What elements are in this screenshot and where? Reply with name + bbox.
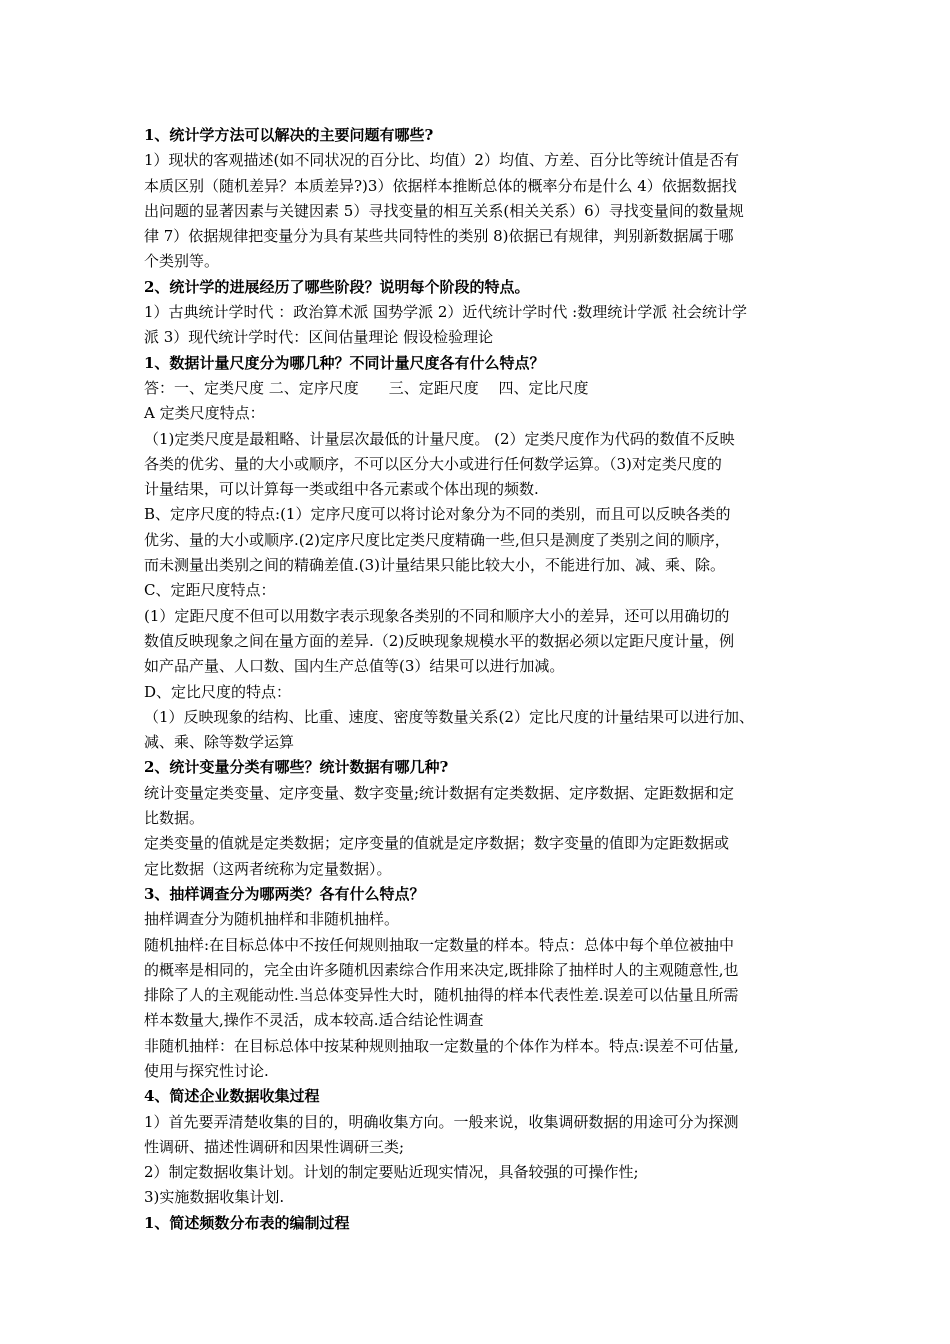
text-line: 抽样调查分为随机抽样和非随机抽样。 — [144, 910, 400, 929]
section-heading: 1、统计学方法可以解决的主要问题有哪些? — [144, 126, 434, 144]
text-line: 1）现状的客观描述(如不同状况的百分比、均值）2）均值、方差、百分比等统计值是否有 — [144, 151, 739, 170]
text-line: 性调研、描述性调研和因果性调研三类; — [144, 1137, 405, 1156]
text-line: 2）制定数据收集计划。计划的制定要贴近现实情况，具备较强的可操作性; — [144, 1163, 639, 1182]
text-line: （1)定类尺度是最粗略、计量层次最低的计量尺度。 (2）定类尺度作为代码的数值不反映 — [144, 429, 735, 448]
text-line: 非随机抽样：在目标总体中按某种规则抽取一定数量的个体作为样本。特点:误差不可估量, — [144, 1036, 739, 1055]
text-line: A 定类尺度特点： — [144, 404, 265, 423]
section-heading: 2、统计学的进展经历了哪些阶段？说明每个阶段的特点。 — [144, 277, 530, 296]
text-line: 统计变量定类变量、定序变量、数字变量;统计数据有定类数据、定序数据、定距数据和定 — [144, 783, 735, 802]
document-page — [144, 123, 824, 1236]
text-line: 各类的优劣、量的大小或顺序，不可以区分大小或进行任何数学运算。（3)对定类尺度的 — [144, 454, 722, 473]
section-heading: 4、简述企业数据收集过程 — [144, 1087, 320, 1106]
text-line: 1）古典统计学时代 ：政治算术派 国势学派 2）近代统计学时代 :数理统计学派 社会统计学 — [144, 303, 747, 322]
text-line: 数值反映现象之间在量方面的差异.（2)反映现象规模水平的数据必须以定距尺度计量，例 — [144, 631, 735, 650]
text-line: 1）首先要弄清楚收集的目的，明确收集方向。一般来说，收集调研数据的用途可分为探测 — [144, 1112, 739, 1131]
text-line: B、定序尺度的特点:(1）定序尺度可以将讨论对象分为不同的类别，而且可以反映各类的 — [144, 505, 731, 524]
section-heading: 3、抽样调查分为哪两类？各有什么特点？ — [144, 884, 425, 903]
text-line: 减、乘、除等数学运算 — [144, 733, 295, 752]
text-line: 答：一、定类尺度 二、定序尺度 三、定距尺度 四、定比尺度 — [144, 378, 589, 397]
text-line: 优劣、量的大小或顺序.(2)定序尺度比定类尺度精确一些,但只是测度了类别之间的顺序， — [144, 530, 730, 549]
text-line: 随机抽样:在目标总体中不按任何规则抽取一定数量的样本。特点：总体中每个单位被抽中 — [144, 935, 735, 954]
text-line: 律 7）依据规律把变量分为具有某些共同特性的类别 8)依据已有规律，判别新数据属于哪 — [144, 227, 734, 246]
text-line: 样本数量大,操作不灵活，成本较高.适合结论性调查 — [144, 1011, 484, 1030]
text-line: 的概率是相同的，完全由许多随机因素综合作用来决定,既排除了抽样时人的主观随意性,也 — [144, 960, 739, 979]
section-heading: 2、统计变量分类有哪些？统计数据有哪几种? — [144, 758, 449, 777]
text-line: 排除了人的主观能动性.当总体变异性大时，随机抽得的样本代表性差.误差可以估量且所需 — [144, 986, 739, 1005]
text-line: D、定比尺度的特点： — [144, 682, 292, 701]
text-line: 定类变量的值就是定类数据；定序变量的值就是定序数据；数字变量的值即为定距数据或 — [144, 834, 730, 853]
text-line: （1）反映现象的结构、比重、速度、密度等数量关系(2）定比尺度的计量结果可以进行加、 — [144, 707, 754, 726]
text-line: 而未测量出类别之间的精确差值.(3)计量结果只能比较大小，不能进行加、减、乘、除。 — [144, 556, 726, 575]
text-line: 个类别等。 — [144, 252, 220, 271]
section-heading: 1、数据计量尺度分为哪几种？不同计量尺度各有什么特点？ — [144, 353, 545, 372]
text-line: 使用与探究性讨论. — [144, 1061, 269, 1080]
text-line: 如产品产量、人口数、国内生产总值等(3）结果可以进行加减。 — [144, 657, 565, 676]
text-line: 比数据。 — [144, 809, 205, 828]
text-line: 定比数据（这两者统称为定量数据）。 — [144, 859, 392, 878]
text-line: 3)实施数据收集计划. — [144, 1188, 285, 1207]
text-line: 出问题的显著因素与关键因素 5）寻找变量的相互关系(相关关系）6）寻找变量间的数量规 — [144, 201, 744, 220]
text-line: 派 3）现代统计学时代：区间估量理论 假设检验理论 — [144, 328, 494, 347]
text-line: 计量结果，可以计算每一类或组中各元素或个体出现的频数. — [144, 480, 539, 499]
section-heading: 1、简述频数分布表的编制过程 — [144, 1213, 350, 1232]
text-line: 本质区别（随机差异？本质差异?)3）依据样本推断总体的概率分布是什么 4）依据数据找 — [144, 176, 737, 195]
text-line: C、定距尺度特点： — [144, 581, 276, 600]
text-line: (1）定距尺度不但可以用数字表示现象各类别的不同和顺序大小的差异，还可以用确切的 — [144, 606, 730, 625]
